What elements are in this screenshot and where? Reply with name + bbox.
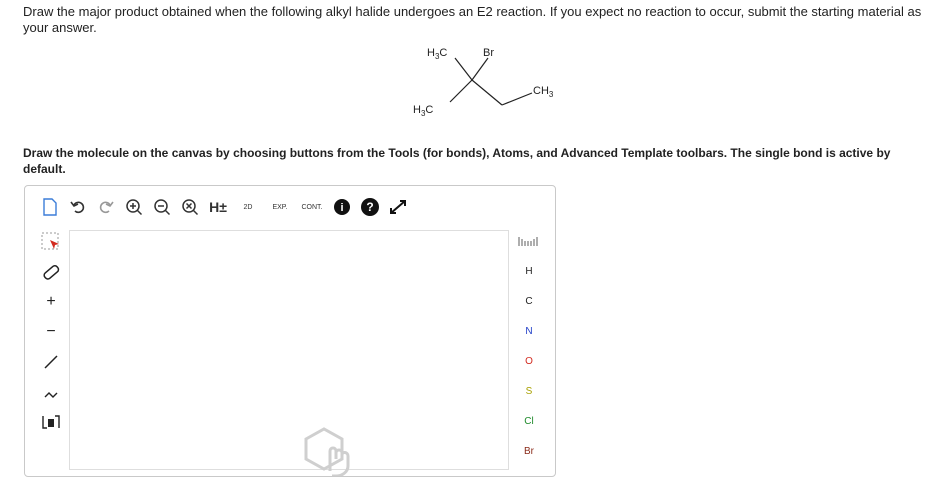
atom-button-cl[interactable]: Cl <box>524 415 534 427</box>
eraser-icon[interactable] <box>39 260 63 284</box>
molecule-editor <box>24 185 556 477</box>
redo-icon[interactable] <box>95 196 117 218</box>
info-icon-glyph: i <box>340 202 344 214</box>
increase-charge-button[interactable]: + <box>46 293 56 310</box>
methyl-label-bottom: $H_3C$ <box>413 104 434 118</box>
chain-tool-icon[interactable] <box>39 380 63 404</box>
atom-button-o[interactable]: O <box>525 355 533 367</box>
drawing-instruction: Draw the molecule on the canvas by choosing buttons from the Tools (for bonds), Atoms, and Advanced Template toolbars. The single bond is active by default. <box>23 146 891 176</box>
new-document-icon[interactable] <box>39 196 61 218</box>
drawing-hand-icon <box>298 421 358 477</box>
zoom-in-icon[interactable] <box>123 196 145 218</box>
atom-button-s[interactable]: S <box>525 385 533 397</box>
atom-button-br[interactable]: Br <box>524 445 534 457</box>
drawing-canvas[interactable] <box>69 230 509 470</box>
help-icon[interactable] <box>359 196 381 218</box>
fullscreen-icon[interactable] <box>387 196 409 218</box>
hydrogen-toggle-button[interactable]: H± <box>209 199 227 215</box>
atom-button-c[interactable]: C <box>525 295 533 307</box>
zoom-out-icon[interactable] <box>151 196 173 218</box>
editor-top-toolbar <box>25 186 555 228</box>
atom-button-n[interactable]: N <box>525 325 533 337</box>
info-icon[interactable] <box>331 196 353 218</box>
decrease-charge-button[interactable]: − <box>46 323 56 340</box>
expand-button[interactable]: EXP. <box>272 203 288 211</box>
select-tool-icon[interactable] <box>39 230 63 254</box>
clean-2d-button[interactable] <box>235 196 261 218</box>
clean-2d-label: 2D <box>243 203 253 211</box>
atom-button-h[interactable]: H <box>525 265 533 277</box>
bromine-label: Br <box>483 47 494 59</box>
single-bond-icon[interactable] <box>39 350 63 374</box>
template-tool-icon[interactable] <box>39 410 63 434</box>
question-prompt: Draw the major product obtained when the following alkyl halide undergoes an E2 reaction. If you expect no reaction to occur, submit the starting material as your answer. <box>23 4 922 35</box>
alkyl-halide-structure <box>400 40 600 130</box>
undo-icon[interactable] <box>67 196 89 218</box>
editor-left-toolbar <box>35 230 67 477</box>
methyl-label-right: $CH_3$ <box>533 85 554 99</box>
zoom-reset-icon[interactable] <box>179 196 201 218</box>
editor-atom-toolbar <box>509 230 549 477</box>
help-icon-glyph: ? <box>366 200 374 214</box>
methyl-label-top: $H_3C$ <box>427 47 448 61</box>
periodic-table-icon[interactable] <box>516 230 542 252</box>
contract-button[interactable]: CONT. <box>301 203 323 211</box>
